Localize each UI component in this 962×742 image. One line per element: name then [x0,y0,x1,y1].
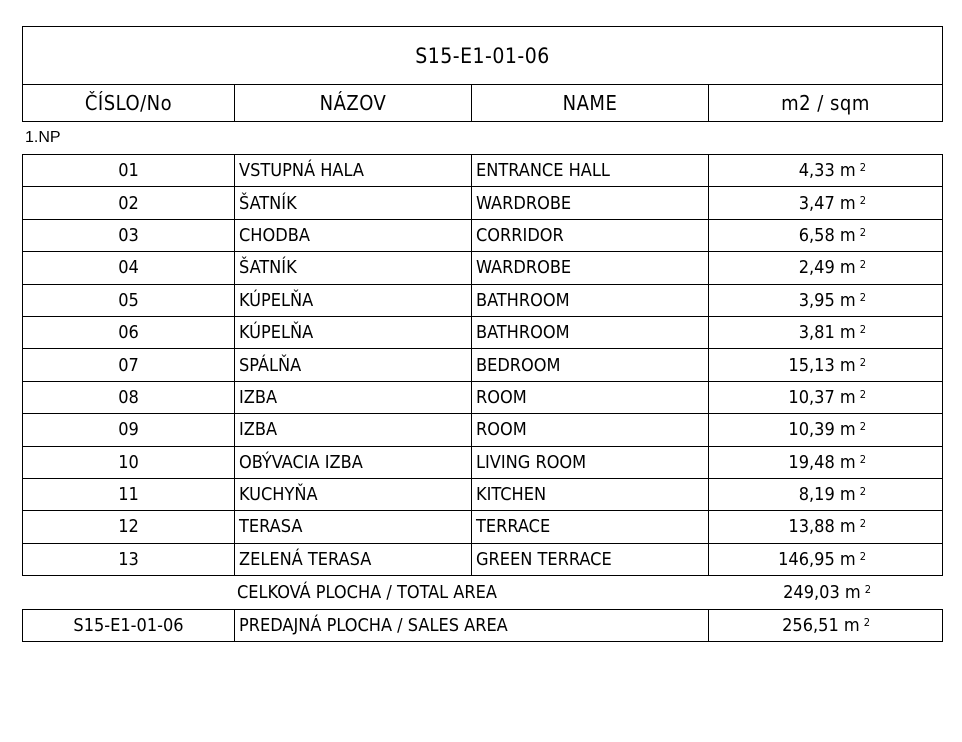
room-area [709,317,942,348]
room-name-en: CORRIDOR [472,220,709,251]
room-name-sk: KÚPELŇA [235,285,472,316]
room-area-unit: m [839,548,856,570]
room-number: 05 [23,285,235,316]
header-number: ČÍSLO/No [23,85,235,121]
floor-label: 1.NP [25,129,61,146]
room-name-sk: IZBA [235,414,472,445]
room-name-en: BATHROOM [472,285,709,316]
total-value-number: 249,03 [783,582,840,604]
room-area-value: 3,47 [798,192,835,214]
room-area-unit: m [839,386,856,408]
room-area-unit: m [839,160,856,182]
room-area-value: 10,39 [788,419,835,441]
room-name-en: KITCHEN [472,479,709,510]
room-area [709,414,942,445]
room-area-unit-exp: 2 [859,258,866,272]
room-area-value: 6,58 [798,224,835,246]
room-name-en: BEDROOM [472,349,709,380]
room-area [709,511,942,542]
table-row [23,544,942,576]
room-area [709,187,942,218]
room-name-sk: SPÁLŇA [235,349,472,380]
table-row [23,414,942,446]
table-row [23,220,942,252]
room-area [709,155,942,186]
room-name-sk: OBÝVACIA IZBA [235,447,472,478]
room-name-sk: KUCHYŇA [235,479,472,510]
table-row [23,317,942,349]
room-area-value: 4,33 [798,160,835,182]
room-number: 08 [23,382,235,413]
room-table [22,154,943,576]
room-area-unit-exp: 2 [859,323,866,337]
room-area-unit: m [839,224,856,246]
room-area-unit: m [839,451,856,473]
total-row [22,576,943,609]
sales-value [709,610,942,641]
room-name-en: ROOM [472,414,709,445]
room-number: 11 [23,479,235,510]
room-area-unit: m [839,516,856,538]
header-row [22,85,943,122]
room-number: 07 [23,349,235,380]
table-row [23,187,942,219]
room-area [709,479,942,510]
room-name-en: WARDROBE [472,252,709,283]
room-name-en: GREEN TERRACE [472,544,709,575]
room-area-unit-exp: 2 [859,225,866,239]
table-row [23,511,942,543]
room-area-unit-exp: 2 [859,549,866,563]
room-name-en: ROOM [472,382,709,413]
sales-unit-id: S15-E1-01-06 [23,610,235,641]
room-area-unit-exp: 2 [859,290,866,304]
room-number: 13 [23,544,235,575]
room-area-value: 2,49 [798,257,835,279]
table-row [23,155,942,187]
room-area-unit-exp: 2 [859,161,866,175]
area-schedule [22,26,943,642]
room-number: 09 [23,414,235,445]
header-name-sk: NÁZOV [235,85,472,121]
sales-row [22,609,943,642]
room-area-unit-exp: 2 [859,485,866,499]
table-row [23,252,942,284]
total-label: CELKOVÁ PLOCHA / TOTAL AREA [237,582,497,604]
room-area [709,382,942,413]
sales-unit: m [843,615,860,637]
room-area-unit-exp: 2 [859,452,866,466]
room-number: 03 [23,220,235,251]
table-row [23,447,942,479]
room-area-unit-exp: 2 [859,517,866,531]
table-row [23,349,942,381]
room-area [709,544,942,575]
room-name-en: WARDROBE [472,187,709,218]
sales-value-number: 256,51 [782,615,839,637]
room-area-value: 15,13 [788,354,835,376]
room-area-unit-exp: 2 [859,420,866,434]
room-name-sk: VSTUPNÁ HALA [235,155,472,186]
room-name-sk: IZBA [235,382,472,413]
total-value [708,576,943,609]
total-unit: m [844,582,861,604]
room-area-unit: m [839,354,856,376]
room-number: 01 [23,155,235,186]
room-name-sk: ZELENÁ TERASA [235,544,472,575]
room-number: 02 [23,187,235,218]
room-area-unit-exp: 2 [859,387,866,401]
sales-label: PREDAJNÁ PLOCHA / SALES AREA [235,610,709,641]
room-area [709,447,942,478]
room-name-en: BATHROOM [472,317,709,348]
room-area-unit: m [839,192,856,214]
table-row [23,285,942,317]
room-area-unit: m [839,289,856,311]
total-unit-exp: 2 [864,583,871,597]
room-name-sk: CHODBA [235,220,472,251]
room-area-value: 3,95 [798,289,835,311]
header-area: m2 / sqm [781,91,870,115]
room-number: 04 [23,252,235,283]
room-area-value: 19,48 [788,451,835,473]
room-area [709,349,942,380]
room-name-sk: TERASA [235,511,472,542]
room-name-en: LIVING ROOM [472,447,709,478]
room-number: 06 [23,317,235,348]
room-area-unit: m [839,419,856,441]
room-area-value: 3,81 [798,322,835,344]
sales-unit-exp: 2 [863,616,870,630]
room-name-en: ENTRANCE HALL [472,155,709,186]
room-area [709,285,942,316]
unit-title: S15-E1-01-06 [22,26,943,85]
room-area-unit: m [839,322,856,344]
room-area-unit-exp: 2 [859,193,866,207]
room-number: 10 [23,447,235,478]
room-name-sk: ŠATNÍK [235,187,472,218]
table-row [23,479,942,511]
room-area-unit: m [839,484,856,506]
room-name-en: TERRACE [472,511,709,542]
room-area-value: 146,95 [778,548,835,570]
room-area-value: 13,88 [788,516,835,538]
room-area [709,252,942,283]
room-area-value: 10,37 [788,386,835,408]
room-area-unit-exp: 2 [859,355,866,369]
room-area-unit: m [839,257,856,279]
header-name-en: NAME [472,85,709,121]
room-area [709,220,942,251]
room-name-sk: ŠATNÍK [235,252,472,283]
room-area-value: 8,19 [798,484,835,506]
room-number: 12 [23,511,235,542]
table-row [23,382,942,414]
room-name-sk: KÚPELŇA [235,317,472,348]
